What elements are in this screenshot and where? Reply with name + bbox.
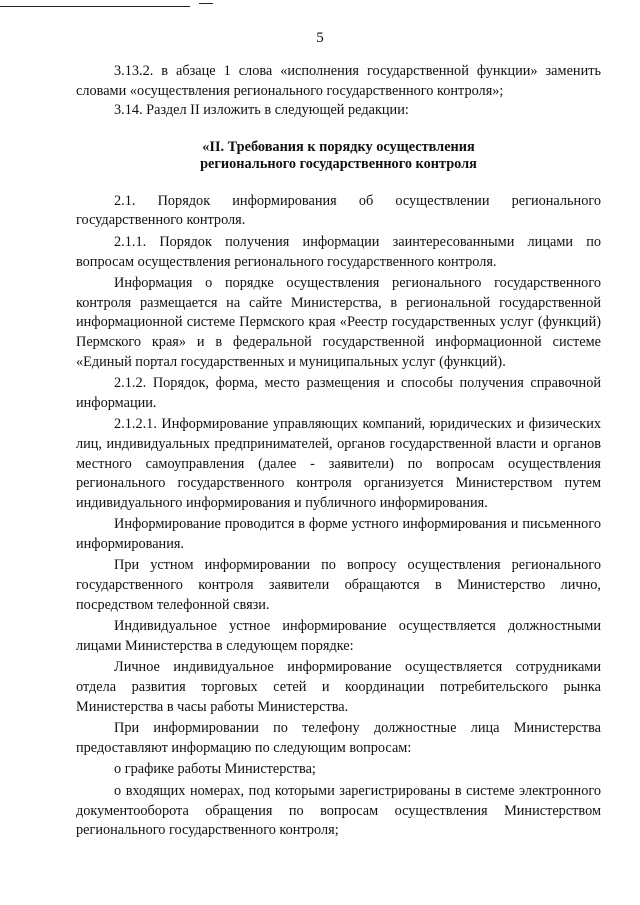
paragraph-forms-of-informing: Информирование проводится в форме устного информирования и письменного информирования. [76, 516, 601, 552]
paragraph-phone-informing: При информировании по телефону должностные лица Министерства предоставляют информацию по следующим вопросам: [76, 720, 601, 756]
section-heading-line-1: «II. Требования к порядку осуществления [202, 138, 475, 155]
list-item-incoming-numbers: о входящих номерах, под которыми зарегистрированы в системе электронного документооборота обращения по вопросам осуществления Министерством регионального государственного контроля; [76, 783, 601, 839]
list-item-work-schedule: о графике работы Министерства; [114, 761, 316, 778]
header-rule-mark [199, 3, 213, 4]
paragraph-2-1-2-1: 2.1.2.1. Информирование управляющих компаний, юридических и физических лиц, индивидуальных предпринимателей, органов государственной власти и органов местного самоуправления (далее - заявители) по вопросам осуществления регионального государственного контроля организуется Министерством путем индивидуального информирования и публичного информирования. [76, 416, 601, 511]
paragraph-2-1: 2.1. Порядок информирования об осуществлении регионального государственного контроля. [76, 192, 601, 229]
paragraph-information-placement: Информация о порядке осуществления регионального государственного контроля размещается на сайте Министерства, в региональной государственной информационной системе Пермского края «Реестр государственных услуг (функций) Пермского края» и в федеральной государственной информационной системе «Единый портал государственных и муниципальных услуг (функций). [76, 275, 601, 370]
page-number: 5 [316, 30, 324, 46]
header-rule [0, 6, 190, 7]
paragraph-individual-oral-informing: Индивидуальное устное информирование осуществляется должностными лицами Министерства в следующем порядке: [76, 618, 601, 654]
paragraph-2-1-1: 2.1.1. Порядок получения информации заинтересованными лицами по вопросам осуществления регионального государственного контроля. [76, 233, 601, 270]
paragraph-personal-informing: Личное индивидуальное информирование осуществляется сотрудниками отдела развития торговых сетей и координации потребительского рынка Министерства в часы работы Министерства. [76, 659, 601, 715]
paragraph-2-1-2: 2.1.2. Порядок, форма, место размещения и способы получения справочной информации. [76, 375, 601, 411]
section-heading [76, 139, 601, 173]
paragraph-3-13-2: 3.13.2. в абзаце 1 слова «исполнения государственной функции» заменить словами «осуществления регионального государственного контроля»; [76, 63, 601, 99]
paragraph-oral-informing: При устном информировании по вопросу осуществления регионального государственного контроля заявители обращаются в Министерство лично, посредством телефонной связи. [76, 557, 601, 613]
section-heading-line-2: регионального государственного контроля [200, 155, 477, 172]
document-body [76, 62, 601, 841]
paragraph-3-14: 3.14. Раздел II изложить в следующей редакции: [114, 102, 409, 119]
